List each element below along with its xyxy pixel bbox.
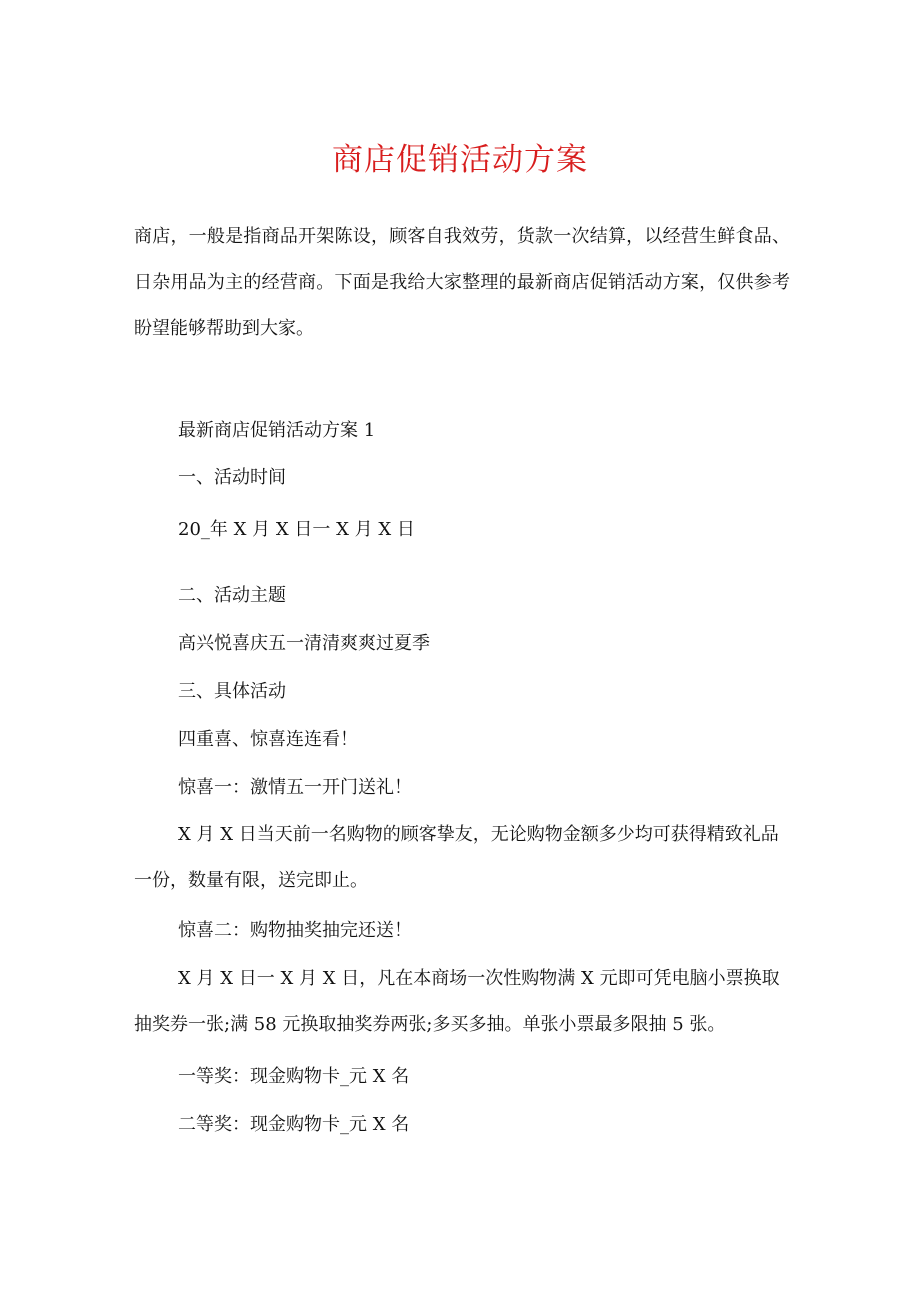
intro-paragraph: 商店，一般是指商品开架陈设，顾客自我效劳，货款一次结算，以经营生鲜食品、日杂用品为主的经营商。下面是我给大家整理的最新商店促销活动方案，仅供参考盼望能够帮助到大家。 <box>134 226 790 339</box>
heading-specific-activity: 三、具体活动 <box>178 681 286 702</box>
activity-theme-value: 高兴悦喜庆五一清清爽爽过夏季 <box>178 633 430 654</box>
activity-time-value: 20_年 X 月 X 日一 X 月 X 日 <box>178 519 415 540</box>
activity-intro: 四重喜、惊喜连连看！ <box>178 729 358 750</box>
document-title: 商店促销活动方案 <box>332 142 588 178</box>
heading-activity-theme: 二、活动主题 <box>178 585 286 606</box>
surprise-two-body: X 月 X 日一 X 月 X 日，凡在本商场一次性购物满 X 元即可凭电脑小票换取抽奖券一张;满 58 元换取抽奖券两张;多买多抽。单张小票最多限抽 5 张。 <box>134 968 780 1035</box>
surprise-two-title: 惊喜二：购物抽奖抽完还送！ <box>178 920 412 941</box>
prize-first: 一等奖：现金购物卡_元 X 名 <box>178 1066 410 1087</box>
surprise-one-title: 惊喜一：激情五一开门送礼！ <box>178 777 412 798</box>
prize-second: 二等奖：现金购物卡_元 X 名 <box>178 1114 410 1135</box>
section-heading: 最新商店促销活动方案 1 <box>178 420 376 441</box>
heading-activity-time: 一、活动时间 <box>178 467 286 488</box>
surprise-one-body: X 月 X 日当天前一名购物的顾客挚友，无论购物金额多少均可获得精致礼品一份，数量有限，送完即止。 <box>134 824 779 891</box>
